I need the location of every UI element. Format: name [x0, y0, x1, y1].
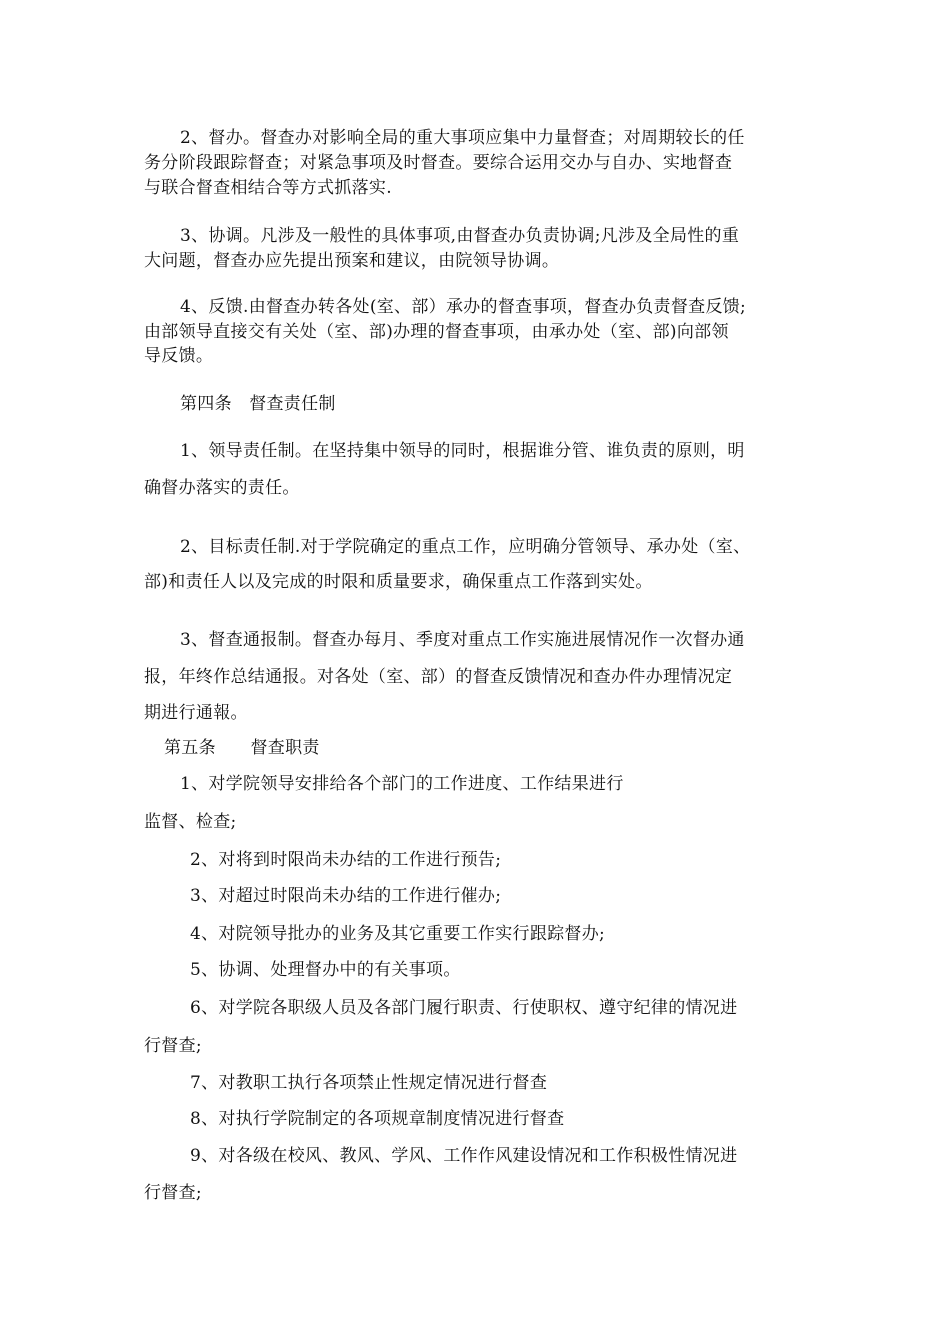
text-line: 期进行通報。	[144, 703, 248, 723]
text-line: 行督查;	[144, 1183, 202, 1203]
text-line: 1、领导责任制。在坚持集中领导的同时，根据谁分管、谁负责的原则，明	[180, 441, 745, 461]
text-line: 8、对执行学院制定的各项规章制度情况进行督查	[190, 1109, 565, 1129]
text-line: 6、对学院各职级人员及各部门履行职责、行使职权、遵守纪律的情况进	[190, 998, 738, 1018]
section-heading: 第五条 督查职责	[164, 738, 320, 758]
text-line: 2、督办。督查办对影响全局的重大事项应集中力量督查；对周期较长的任	[180, 128, 745, 148]
text-line: 4、反馈.由督查办转各处(室、部）承办的督查事项，督查办负责督查反馈;	[180, 297, 747, 317]
text-line: 3、对超过时限尚未办结的工作进行催办;	[190, 886, 502, 906]
text-line: 4、对院领导批办的业务及其它重要工作实行跟踪督办;	[190, 924, 606, 944]
text-line: 5、协调、处理督办中的有关事项。	[190, 960, 461, 980]
text-line: 2、目标责任制.对于学院确定的重点工作，应明确分管领导、承办处（室、	[180, 537, 751, 557]
text-line: 1、对学院领导安排给各个部门的工作进度、工作结果进行	[180, 774, 624, 794]
text-line: 务分阶段跟踪督查；对紧急事项及时督查。要综合运用交办与自办、实地督查	[144, 153, 733, 173]
text-line: 9、对各级在校风、教风、学风、工作作风建设情况和工作积极性情况进	[190, 1146, 738, 1166]
text-line: 2、对将到时限尚未办结的工作进行预告;	[190, 850, 502, 870]
text-line: 大问题，督查办应先提出预案和建议，由院领导协调。	[144, 251, 560, 271]
text-line: 确督办落实的责任。	[144, 478, 300, 498]
text-line: 3、协调。凡涉及一般性的具体事项,由督查办负责协调;凡涉及全局性的重	[180, 226, 740, 246]
text-line: 监督、检查;	[144, 812, 237, 832]
section-heading: 第四条 督查责任制	[180, 394, 336, 414]
text-line: 与联合督查相结合等方式抓落实.	[144, 178, 392, 198]
text-line: 导反馈。	[144, 346, 214, 366]
text-line: 7、对教职工执行各项禁止性规定情况进行督查	[190, 1073, 548, 1093]
text-line: 3、督查通报制。督查办每月、季度对重点工作实施进展情况作一次督办通	[180, 630, 745, 650]
text-line: 报，年终作总结通报。对各处（室、部）的督查反馈情况和查办件办理情况定	[144, 667, 733, 687]
text-line: 由部领导直接交有关处（室、部)办理的督查事项，由承办处（室、部)向部领	[144, 322, 729, 342]
text-line: 部)和责任人以及完成的时限和质量要求，确保重点工作落到实处。	[144, 572, 653, 592]
text-line: 行督查;	[144, 1036, 202, 1056]
